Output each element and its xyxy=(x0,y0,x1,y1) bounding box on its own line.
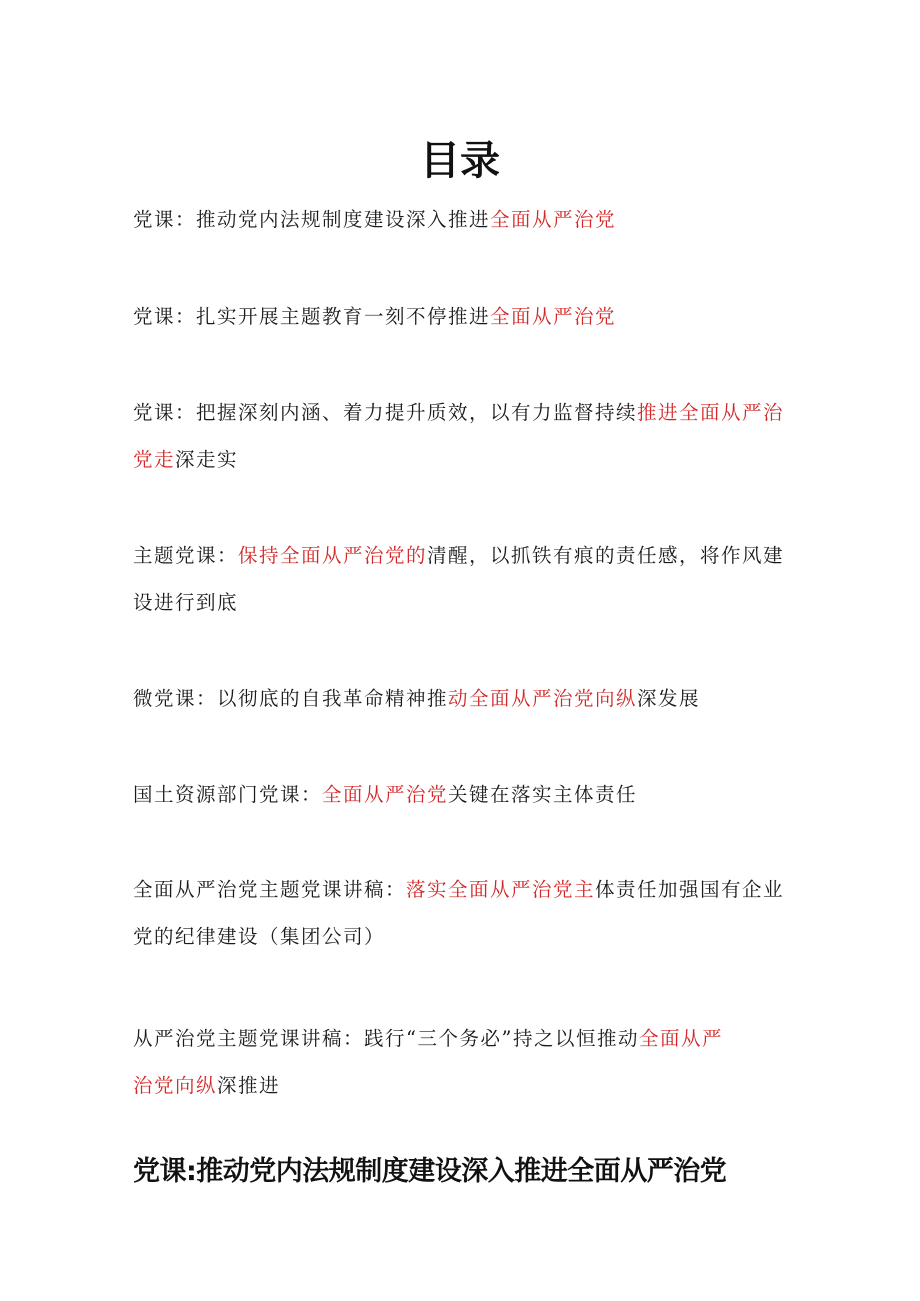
toc-entry-2-text: 党课：扎实开展主题教育一刻不停推进 xyxy=(133,305,491,328)
toc-entry-3[interactable] xyxy=(133,389,798,483)
toc-entry-4[interactable] xyxy=(133,532,798,626)
toc-entry-6-text: 国土资源部门党课： xyxy=(133,783,323,806)
toc-entry-3-tail: 深走实 xyxy=(175,448,239,471)
toc-entry-5[interactable] xyxy=(133,675,798,722)
toc-entry-4-text: 主题党课： xyxy=(133,544,239,567)
toc-entry-5-tail: 深发展 xyxy=(637,687,701,710)
toc-entry-6-highlight: 全面从严治党 xyxy=(322,783,449,806)
page-title: 目录 xyxy=(420,138,500,184)
toc-entry-2[interactable] xyxy=(133,293,798,340)
toc-entry-6-tail: 关键在落实主体责任 xyxy=(448,783,638,806)
toc-entry-2-highlight: 全面从严治党 xyxy=(490,305,617,328)
toc-entry-1-text: 党课：推动党内法规制度建设深入推进 xyxy=(133,208,491,231)
toc-entry-5-text: 微党课：以彻底的自我革命精神推 xyxy=(133,687,449,710)
toc-entry-8[interactable] xyxy=(133,1015,743,1109)
section-heading: 党课:推动党内法规制度建设深入推进全面从严治党 xyxy=(133,1156,727,1187)
toc-entry-5-highlight: 动全面从严治党向纵 xyxy=(448,687,638,710)
toc-entry-8-tail: 深推进 xyxy=(217,1074,281,1097)
toc-entry-4-tail: 清醒，以抓铁有痕的责任感，将作风建设进行到底 xyxy=(133,544,785,614)
toc-entry-3-text: 党课：把握深刻内涵、着力提升质效，以有力监督持续 xyxy=(133,401,638,424)
toc-entry-7-highlight: 落实全面从严治党主 xyxy=(406,878,596,901)
toc-entry-7-text: 全面从严治党主题党课讲稿： xyxy=(133,878,407,901)
toc-entry-1-highlight: 全面从严治党 xyxy=(490,208,617,231)
toc-entry-7-tail: 体责任加强国有企业党的纪律建设（集团公司） xyxy=(133,878,785,948)
toc-entry-6[interactable] xyxy=(133,771,798,818)
toc-entry-1[interactable] xyxy=(133,196,798,243)
toc-entry-8-text: 从严治党主题党课讲稿：践行“三个务必”持之以恒推动 xyxy=(133,1027,639,1050)
toc-entry-8-highlight: 全面从严治党向纵 xyxy=(133,1027,723,1097)
toc-entry-4-highlight: 保持全面从严治党的 xyxy=(238,544,428,567)
toc-entry-7[interactable] xyxy=(133,866,798,960)
toc-entry-3-highlight: 推进全面从严治党走 xyxy=(133,401,785,471)
